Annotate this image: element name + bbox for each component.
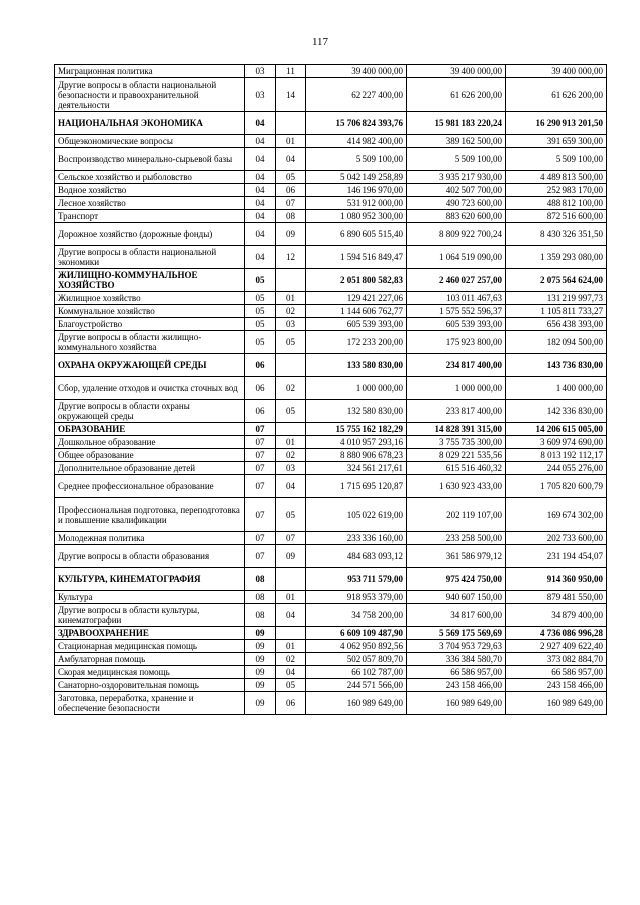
subsection-code-cell: 09 — [276, 545, 306, 568]
item-name-cell: ОБРАЗОВАНИЕ — [55, 423, 245, 436]
year3-amount-cell: 656 438 393,00 — [506, 318, 607, 331]
section-code-cell: 05 — [245, 331, 276, 354]
year1-amount-cell: 605 539 393,00 — [306, 318, 407, 331]
item-name-cell: Заготовка, переработка, хранение и обеспечение безопасности — [55, 692, 245, 715]
subsection-code-cell: 01 — [276, 292, 306, 305]
year1-amount-cell: 132 580 830,00 — [306, 400, 407, 423]
year1-amount-cell: 2 051 800 582,83 — [306, 269, 407, 292]
section-code-cell: 08 — [245, 591, 276, 604]
year1-amount-cell: 129 421 227,06 — [306, 292, 407, 305]
item-name-cell: Воспроизводство минерально-сырьевой базы — [55, 148, 245, 171]
year2-amount-cell: 1 000 000,00 — [407, 377, 506, 400]
year1-amount-cell: 1 000 000,00 — [306, 377, 407, 400]
year3-amount-cell: 61 626 200,00 — [506, 78, 607, 112]
section-code-cell: 05 — [245, 318, 276, 331]
table-row — [55, 653, 607, 666]
subsection-code-cell: 02 — [276, 377, 306, 400]
year3-amount-cell: 142 336 830,00 — [506, 400, 607, 423]
table-row — [55, 292, 607, 305]
year2-amount-cell: 402 507 700,00 — [407, 184, 506, 197]
table-row — [55, 604, 607, 627]
subsection-code-cell: 03 — [276, 462, 306, 475]
table-row — [55, 692, 607, 715]
year1-amount-cell: 15 706 824 393,76 — [306, 112, 407, 135]
year1-amount-cell: 62 227 400,00 — [306, 78, 407, 112]
subsection-code-cell: 05 — [276, 498, 306, 532]
section-code-cell: 09 — [245, 627, 276, 640]
year3-amount-cell: 5 509 100,00 — [506, 148, 607, 171]
section-code-cell: 06 — [245, 354, 276, 377]
item-name-cell: Амбулаторная помощь — [55, 653, 245, 666]
item-name-cell: Профессиональная подготовка, переподготовка и повышение квалификации — [55, 498, 245, 532]
section-code-cell: 05 — [245, 269, 276, 292]
section-code-cell: 04 — [245, 210, 276, 223]
year2-amount-cell: 14 828 391 315,00 — [407, 423, 506, 436]
section-code-cell: 03 — [245, 78, 276, 112]
subsection-code-cell: 02 — [276, 449, 306, 462]
year2-amount-cell: 1 064 519 090,00 — [407, 246, 506, 269]
section-code-cell: 07 — [245, 545, 276, 568]
subsection-code-cell — [276, 627, 306, 640]
year1-amount-cell: 133 580 830,00 — [306, 354, 407, 377]
subsection-code-cell: 04 — [276, 604, 306, 627]
table-row — [55, 305, 607, 318]
year1-amount-cell: 484 683 093,12 — [306, 545, 407, 568]
item-name-cell: Транспорт — [55, 210, 245, 223]
table-row — [55, 498, 607, 532]
year2-amount-cell: 234 817 400,00 — [407, 354, 506, 377]
year2-amount-cell: 61 626 200,00 — [407, 78, 506, 112]
section-code-cell: 07 — [245, 462, 276, 475]
item-name-cell: Другие вопросы в области культуры, кинематографии — [55, 604, 245, 627]
year2-amount-cell: 233 258 500,00 — [407, 532, 506, 545]
item-name-cell: Санаторно-оздоровительная помощь — [55, 679, 245, 692]
year2-amount-cell: 2 460 027 257,00 — [407, 269, 506, 292]
item-name-cell: Благоустройство — [55, 318, 245, 331]
subsection-code-cell — [276, 423, 306, 436]
year1-amount-cell: 66 102 787,00 — [306, 666, 407, 679]
item-name-cell: Общее образование — [55, 449, 245, 462]
year3-amount-cell: 2 927 409 622,40 — [506, 640, 607, 653]
year2-amount-cell: 490 723 600,00 — [407, 197, 506, 210]
table-row — [55, 78, 607, 112]
subsection-code-cell: 05 — [276, 400, 306, 423]
year2-amount-cell: 66 586 957,00 — [407, 666, 506, 679]
subsection-code-cell: 05 — [276, 331, 306, 354]
section-code-cell: 09 — [245, 653, 276, 666]
section-code-cell: 03 — [245, 65, 276, 78]
year1-amount-cell: 233 336 160,00 — [306, 532, 407, 545]
year1-amount-cell: 160 989 649,00 — [306, 692, 407, 715]
table-row — [55, 148, 607, 171]
subsection-code-cell: 07 — [276, 532, 306, 545]
item-name-cell: Среднее профессиональное образование — [55, 475, 245, 498]
year2-amount-cell: 8 029 221 535,56 — [407, 449, 506, 462]
year1-amount-cell: 1 594 516 849,47 — [306, 246, 407, 269]
section-code-cell: 09 — [245, 692, 276, 715]
section-code-cell: 05 — [245, 292, 276, 305]
table-row — [55, 591, 607, 604]
budget-table — [54, 64, 607, 715]
item-name-cell: Водное хозяйство — [55, 184, 245, 197]
subsection-code-cell — [276, 112, 306, 135]
item-name-cell: Сельское хозяйство и рыболовство — [55, 171, 245, 184]
subsection-code-cell — [276, 354, 306, 377]
subsection-code-cell: 14 — [276, 78, 306, 112]
section-code-cell: 04 — [245, 184, 276, 197]
year1-amount-cell: 39 400 000,00 — [306, 65, 407, 78]
year3-amount-cell: 1 400 000,00 — [506, 377, 607, 400]
subsection-code-cell: 06 — [276, 184, 306, 197]
section-code-cell: 04 — [245, 148, 276, 171]
section-code-cell: 07 — [245, 498, 276, 532]
year1-amount-cell: 6 890 605 515,40 — [306, 223, 407, 246]
section-row — [55, 423, 607, 436]
subsection-code-cell: 01 — [276, 436, 306, 449]
year3-amount-cell: 4 489 813 500,00 — [506, 171, 607, 184]
section-row — [55, 568, 607, 591]
table-row — [55, 666, 607, 679]
subsection-code-cell: 02 — [276, 653, 306, 666]
section-code-cell: 09 — [245, 679, 276, 692]
year1-amount-cell: 5 509 100,00 — [306, 148, 407, 171]
section-code-cell: 09 — [245, 640, 276, 653]
item-name-cell: ОХРАНА ОКРУЖАЮЩЕЙ СРЕДЫ — [55, 354, 245, 377]
table-row — [55, 223, 607, 246]
section-row — [55, 354, 607, 377]
item-name-cell: ЗДРАВООХРАНЕНИЕ — [55, 627, 245, 640]
year3-amount-cell: 8 013 192 112,17 — [506, 449, 607, 462]
year3-amount-cell: 34 879 400,00 — [506, 604, 607, 627]
table-row — [55, 210, 607, 223]
subsection-code-cell: 09 — [276, 223, 306, 246]
section-code-cell: 07 — [245, 475, 276, 498]
subsection-code-cell: 02 — [276, 305, 306, 318]
item-name-cell: Другие вопросы в области национальной экономики — [55, 246, 245, 269]
year3-amount-cell: 231 194 454,07 — [506, 545, 607, 568]
year1-amount-cell: 244 571 566,00 — [306, 679, 407, 692]
section-code-cell: 09 — [245, 666, 276, 679]
item-name-cell: НАЦИОНАЛЬНАЯ ЭКОНОМИКА — [55, 112, 245, 135]
table-row — [55, 318, 607, 331]
subsection-code-cell: 01 — [276, 135, 306, 148]
subsection-code-cell: 04 — [276, 475, 306, 498]
year3-amount-cell: 202 733 600,00 — [506, 532, 607, 545]
item-name-cell: ЖИЛИЩНО-КОММУНАЛЬНОЕ ХОЗЯЙСТВО — [55, 269, 245, 292]
table-row — [55, 462, 607, 475]
table-row — [55, 331, 607, 354]
table-row — [55, 679, 607, 692]
subsection-code-cell: 11 — [276, 65, 306, 78]
year3-amount-cell: 14 206 615 005,00 — [506, 423, 607, 436]
subsection-code-cell: 04 — [276, 666, 306, 679]
year3-amount-cell: 488 812 100,00 — [506, 197, 607, 210]
year2-amount-cell: 175 923 800,00 — [407, 331, 506, 354]
subsection-code-cell: 03 — [276, 318, 306, 331]
year1-amount-cell: 1 715 695 120,87 — [306, 475, 407, 498]
year2-amount-cell: 3 755 735 300,00 — [407, 436, 506, 449]
table-row — [55, 475, 607, 498]
year3-amount-cell: 143 736 830,00 — [506, 354, 607, 377]
year3-amount-cell: 373 082 884,70 — [506, 653, 607, 666]
year2-amount-cell: 3 704 953 729,63 — [407, 640, 506, 653]
subsection-code-cell: 06 — [276, 692, 306, 715]
year1-amount-cell: 34 758 200,00 — [306, 604, 407, 627]
table-row — [55, 184, 607, 197]
item-name-cell: Культура — [55, 591, 245, 604]
item-name-cell: Дополнительное образование детей — [55, 462, 245, 475]
page-number: 117 — [311, 36, 329, 48]
section-code-cell: 04 — [245, 171, 276, 184]
subsection-code-cell: 07 — [276, 197, 306, 210]
year2-amount-cell: 34 817 600,00 — [407, 604, 506, 627]
year2-amount-cell: 1 575 552 596,37 — [407, 305, 506, 318]
year1-amount-cell: 324 561 217,61 — [306, 462, 407, 475]
section-code-cell: 07 — [245, 532, 276, 545]
table-row — [55, 640, 607, 653]
section-code-cell: 04 — [245, 112, 276, 135]
table-row — [55, 171, 607, 184]
year3-amount-cell: 1 705 820 600,79 — [506, 475, 607, 498]
table-row — [55, 197, 607, 210]
year1-amount-cell: 146 196 970,00 — [306, 184, 407, 197]
year1-amount-cell: 1 080 952 300,00 — [306, 210, 407, 223]
year2-amount-cell: 243 158 466,00 — [407, 679, 506, 692]
year3-amount-cell: 16 290 913 201,50 — [506, 112, 607, 135]
item-name-cell: Другие вопросы в области жилищно-коммунального хозяйства — [55, 331, 245, 354]
year1-amount-cell: 918 953 379,00 — [306, 591, 407, 604]
year3-amount-cell: 1 359 293 080,00 — [506, 246, 607, 269]
year2-amount-cell: 615 516 460,32 — [407, 462, 506, 475]
item-name-cell: Общеэкономические вопросы — [55, 135, 245, 148]
year2-amount-cell: 883 620 600,00 — [407, 210, 506, 223]
section-code-cell: 05 — [245, 305, 276, 318]
year1-amount-cell: 8 880 906 678,23 — [306, 449, 407, 462]
table-row — [55, 532, 607, 545]
year2-amount-cell: 1 630 923 433,00 — [407, 475, 506, 498]
item-name-cell: Дошкольное образование — [55, 436, 245, 449]
year1-amount-cell: 105 022 619,00 — [306, 498, 407, 532]
item-name-cell: КУЛЬТУРА, КИНЕМАТОГРАФИЯ — [55, 568, 245, 591]
budget-table-body — [55, 65, 607, 715]
subsection-code-cell: 05 — [276, 679, 306, 692]
year2-amount-cell: 8 809 922 700,24 — [407, 223, 506, 246]
item-name-cell: Другие вопросы в области охраны окружающей среды — [55, 400, 245, 423]
year2-amount-cell: 39 400 000,00 — [407, 65, 506, 78]
year3-amount-cell: 1 105 811 733,27 — [506, 305, 607, 318]
year3-amount-cell: 391 659 300,00 — [506, 135, 607, 148]
year3-amount-cell: 243 158 466,00 — [506, 679, 607, 692]
section-code-cell: 04 — [245, 135, 276, 148]
section-code-cell: 08 — [245, 604, 276, 627]
year3-amount-cell: 131 219 997,73 — [506, 292, 607, 305]
item-name-cell: Скорая медицинская помощь — [55, 666, 245, 679]
subsection-code-cell: 01 — [276, 640, 306, 653]
item-name-cell: Дорожное хозяйство (дорожные фонды) — [55, 223, 245, 246]
year1-amount-cell: 1 144 606 762,77 — [306, 305, 407, 318]
year2-amount-cell: 160 989 649,00 — [407, 692, 506, 715]
year1-amount-cell: 4 062 950 892,56 — [306, 640, 407, 653]
year3-amount-cell: 182 094 500,00 — [506, 331, 607, 354]
year1-amount-cell: 414 982 400,00 — [306, 135, 407, 148]
section-row — [55, 269, 607, 292]
year3-amount-cell: 252 983 170,00 — [506, 184, 607, 197]
section-row — [55, 627, 607, 640]
section-code-cell: 04 — [245, 246, 276, 269]
section-code-cell: 08 — [245, 568, 276, 591]
item-name-cell: Другие вопросы в области образования — [55, 545, 245, 568]
year3-amount-cell: 3 609 974 690,00 — [506, 436, 607, 449]
year1-amount-cell: 502 057 809,70 — [306, 653, 407, 666]
item-name-cell: Сбор, удаление отходов и очистка сточных вод — [55, 377, 245, 400]
year2-amount-cell: 3 935 217 930,00 — [407, 171, 506, 184]
item-name-cell: Коммунальное хозяйство — [55, 305, 245, 318]
year2-amount-cell: 940 607 150,00 — [407, 591, 506, 604]
subsection-code-cell — [276, 568, 306, 591]
year2-amount-cell: 361 586 979,12 — [407, 545, 506, 568]
year3-amount-cell: 244 055 276,00 — [506, 462, 607, 475]
section-code-cell: 07 — [245, 423, 276, 436]
subsection-code-cell: 01 — [276, 591, 306, 604]
subsection-code-cell — [276, 269, 306, 292]
year3-amount-cell: 872 516 600,00 — [506, 210, 607, 223]
item-name-cell: Лесное хозяйство — [55, 197, 245, 210]
year2-amount-cell: 605 539 393,00 — [407, 318, 506, 331]
year1-amount-cell: 5 042 149 258,89 — [306, 171, 407, 184]
year1-amount-cell: 953 711 579,00 — [306, 568, 407, 591]
year2-amount-cell: 389 162 500,00 — [407, 135, 506, 148]
section-code-cell: 06 — [245, 377, 276, 400]
year1-amount-cell: 172 233 200,00 — [306, 331, 407, 354]
year1-amount-cell: 4 010 957 293,16 — [306, 436, 407, 449]
year2-amount-cell: 103 011 467,63 — [407, 292, 506, 305]
year3-amount-cell: 8 430 326 351,50 — [506, 223, 607, 246]
year3-amount-cell: 169 674 302,00 — [506, 498, 607, 532]
year3-amount-cell: 160 989 649,00 — [506, 692, 607, 715]
subsection-code-cell: 05 — [276, 171, 306, 184]
table-row — [55, 135, 607, 148]
item-name-cell: Стационарная медицинская помощь — [55, 640, 245, 653]
year2-amount-cell: 5 509 100,00 — [407, 148, 506, 171]
table-row — [55, 545, 607, 568]
year3-amount-cell: 66 586 957,00 — [506, 666, 607, 679]
year2-amount-cell: 233 817 400,00 — [407, 400, 506, 423]
item-name-cell: Молодежная политика — [55, 532, 245, 545]
section-code-cell: 04 — [245, 223, 276, 246]
year3-amount-cell: 879 481 550,00 — [506, 591, 607, 604]
item-name-cell: Другие вопросы в области национальной безопасности и правоохранительной деятельности — [55, 78, 245, 112]
table-row — [55, 377, 607, 400]
table-row — [55, 400, 607, 423]
year3-amount-cell: 914 360 950,00 — [506, 568, 607, 591]
subsection-code-cell: 04 — [276, 148, 306, 171]
year2-amount-cell: 15 981 183 220,24 — [407, 112, 506, 135]
subsection-code-cell: 08 — [276, 210, 306, 223]
year2-amount-cell: 5 569 175 569,69 — [407, 627, 506, 640]
year3-amount-cell: 2 075 564 624,00 — [506, 269, 607, 292]
table-row — [55, 449, 607, 462]
section-code-cell: 07 — [245, 449, 276, 462]
section-code-cell: 04 — [245, 197, 276, 210]
item-name-cell: Миграционная политика — [55, 65, 245, 78]
year2-amount-cell: 202 119 107,00 — [407, 498, 506, 532]
year3-amount-cell: 4 736 086 996,28 — [506, 627, 607, 640]
table-row — [55, 436, 607, 449]
year1-amount-cell: 15 755 162 182,29 — [306, 423, 407, 436]
item-name-cell: Жилищное хозяйство — [55, 292, 245, 305]
year1-amount-cell: 6 609 109 487,90 — [306, 627, 407, 640]
year2-amount-cell: 336 384 580,70 — [407, 653, 506, 666]
section-code-cell: 06 — [245, 400, 276, 423]
table-row — [55, 246, 607, 269]
subsection-code-cell: 12 — [276, 246, 306, 269]
section-code-cell: 07 — [245, 436, 276, 449]
year1-amount-cell: 531 912 000,00 — [306, 197, 407, 210]
year3-amount-cell: 39 400 000,00 — [506, 65, 607, 78]
table-row — [55, 65, 607, 78]
year2-amount-cell: 975 424 750,00 — [407, 568, 506, 591]
section-row — [55, 112, 607, 135]
